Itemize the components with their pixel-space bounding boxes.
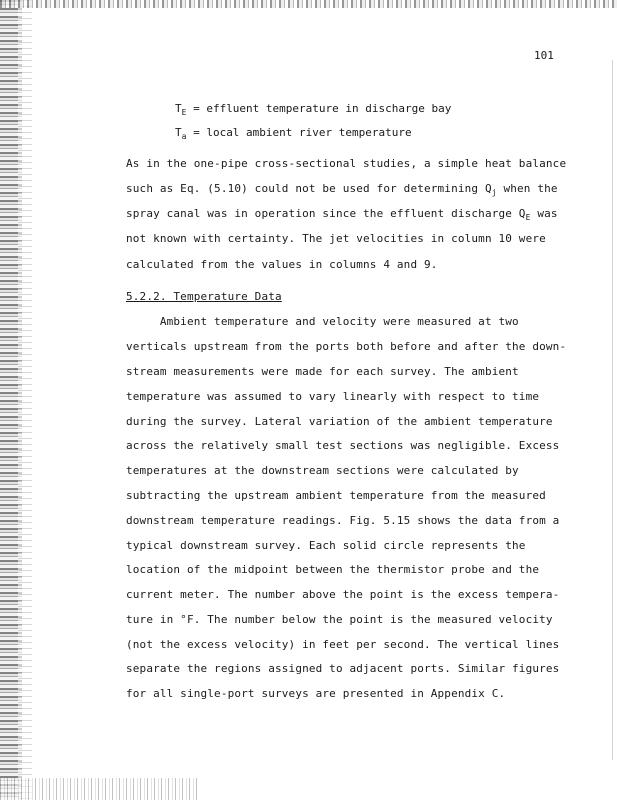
paragraph2-line: ture in °F. The number below the point is the measured velocity (126, 613, 553, 626)
definition-ta (175, 126, 412, 140)
paragraph2-line: (not the excess velocity) in feet per second. The vertical lines (126, 638, 560, 651)
paragraph2-line: downstream temperature readings. Fig. 5.15 shows the data from a (126, 514, 560, 527)
definition-ta-symbol: T (175, 126, 182, 139)
paragraph1-line-text: spray canal was in operation since the effluent discharge Q (126, 207, 526, 220)
definition-te-subscript: E (181, 108, 187, 117)
paragraph2-line: stream measurements were made for each survey. The ambient (126, 365, 519, 378)
scan-edge-left-inner (18, 0, 32, 800)
paragraph2-line: temperature was assumed to vary linearly with respect to time (126, 390, 540, 403)
scan-edge-bottom (0, 778, 200, 800)
paragraph2-line: during the survey. Lateral variation of the ambient temperature (126, 415, 553, 428)
section-heading: 5.2.2. Temperature Data (126, 290, 282, 303)
paragraph1-line-text: when the (496, 182, 558, 195)
paragraph1-line (126, 207, 558, 221)
paragraph2-line: location of the midpoint between the thermistor probe and the (126, 563, 540, 576)
subscript-j: j (491, 188, 497, 197)
paragraph1-line: As in the one-pipe cross-sectional studies, a simple heat balance (126, 157, 567, 170)
paragraph2-line: separate the regions assigned to adjacent ports. Similar figures (126, 662, 560, 675)
paragraph2-line: Ambient temperature and velocity were measured at two (126, 315, 519, 328)
subscript-e: E (525, 213, 531, 222)
definition-ta-text: = local ambient river temperature (186, 126, 412, 139)
paragraph2-line: temperatures at the downstream sections were calculated by (126, 464, 519, 477)
page-number: 101 (534, 49, 554, 62)
definition-te (175, 102, 451, 116)
paragraph1-line: calculated from the values in columns 4 and 9. (126, 258, 438, 271)
paragraph2-line: subtracting the upstream ambient temperature from the measured (126, 489, 546, 502)
definition-te-text: = effluent temperature in discharge bay (186, 102, 452, 115)
scan-edge-top (0, 0, 617, 8)
paragraph2-line: typical downstream survey. Each solid circle represents the (126, 539, 526, 552)
paragraph1-line-text: such as Eq. (5.10) could not be used for determining Q (126, 182, 492, 195)
definition-te-symbol: T (175, 102, 182, 115)
scan-edge-right (612, 60, 613, 760)
paragraph2-line: verticals upstream from the ports both before and after the down- (126, 340, 567, 353)
paragraph1-line: not known with certainty. The jet velocities in column 10 were (126, 232, 546, 245)
paragraph2-line: for all single-port surveys are presented in Appendix C. (126, 687, 506, 700)
definition-ta-subscript: a (181, 132, 187, 141)
paragraph1-line (126, 182, 558, 196)
paragraph1-line-text: was (530, 207, 558, 220)
paragraph2-line: current meter. The number above the point is the excess tempera- (126, 588, 560, 601)
paragraph2-line: across the relatively small test sections was negligible. Excess (126, 439, 560, 452)
